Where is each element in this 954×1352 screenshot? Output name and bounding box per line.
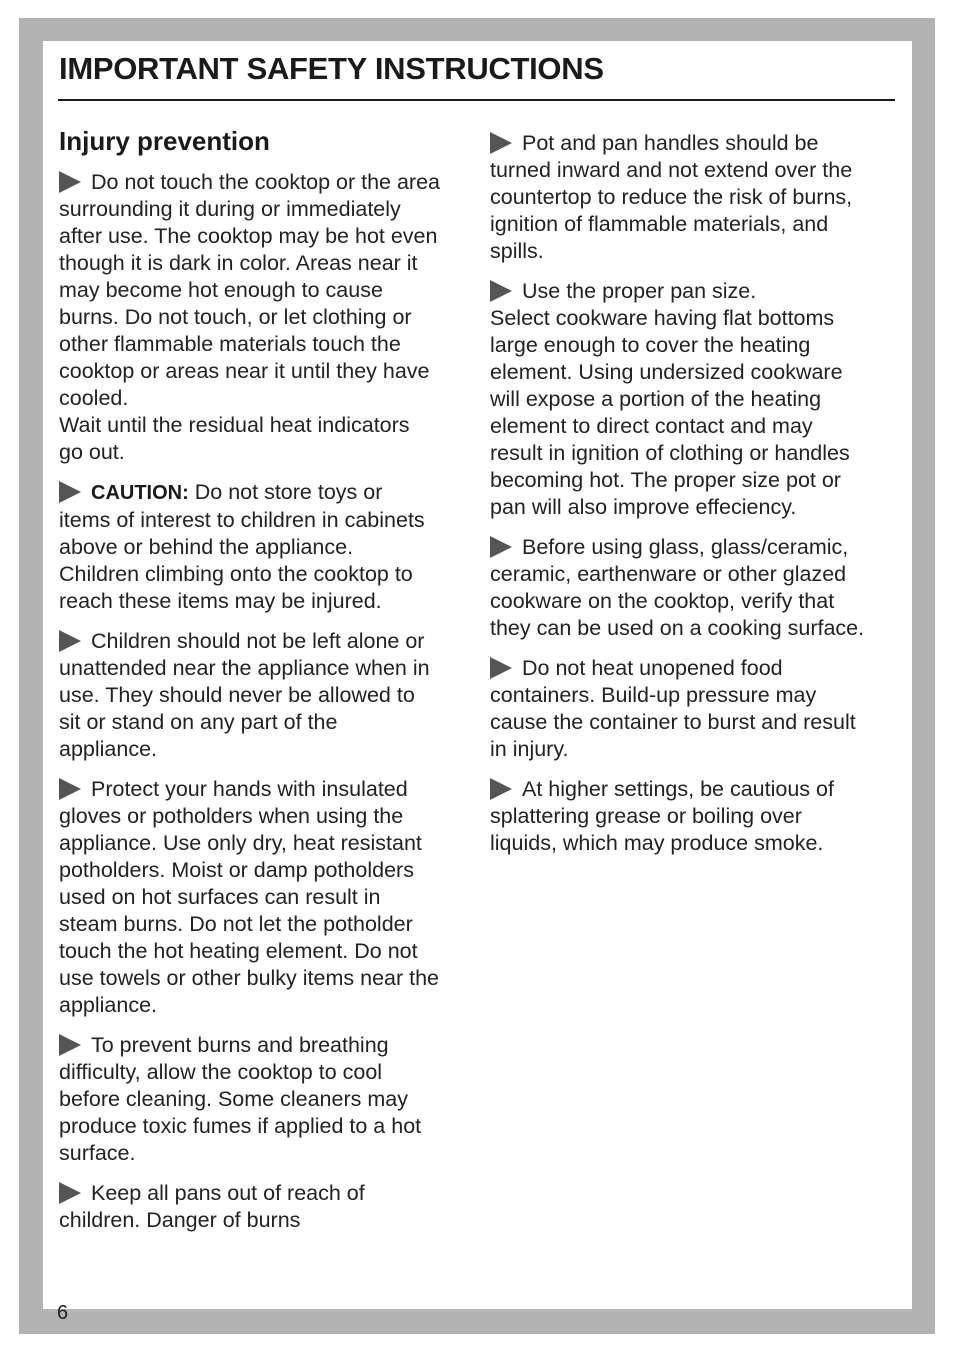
instruction-line: reach these items may be injured. (59, 589, 382, 613)
instruction-line: burns. Do not touch, or let clothing or (59, 305, 412, 329)
bullet-arrow-icon (59, 1034, 81, 1056)
instruction-item (59, 776, 469, 1019)
bullet-arrow-icon (490, 536, 512, 558)
instruction-line: appliance. Use only dry, heat resistant (59, 831, 422, 855)
instruction-line: will expose a portion of the heating (490, 387, 822, 411)
instruction-line: use towels or other bulky items near the (59, 966, 440, 990)
instruction-line: To prevent burns and breathing (59, 1032, 469, 1059)
instruction-line: At higher settings, be cautious of (490, 776, 900, 803)
instruction-line: Wait until the residual heat indicators (59, 413, 410, 437)
instruction-line: appliance. (59, 993, 158, 1017)
right-column (490, 130, 900, 870)
instruction-line: CAUTION: Do not store toys or (59, 479, 469, 507)
instruction-line: Do not heat unopened food (490, 655, 900, 682)
instruction-line: after use. The cooktop may be hot even (59, 224, 438, 248)
instruction-item (59, 1180, 469, 1234)
instruction-line: large enough to cover the heating (490, 333, 811, 357)
instruction-line: surrounding it during or immediately (59, 197, 401, 221)
instruction-line: potholders. Moist or damp potholders (59, 858, 414, 882)
instruction-line: pan will also improve effeciency. (490, 495, 797, 519)
instruction-line: element. Using undersized cookware (490, 360, 843, 384)
instruction-line: element to direct contact and may (490, 414, 813, 438)
instruction-line: cause the container to burst and result (490, 710, 856, 734)
instruction-item (490, 776, 900, 857)
section-heading: Injury prevention (59, 126, 270, 156)
instruction-line: splattering grease or boiling over (490, 804, 802, 828)
instruction-line: Children should not be left alone or (59, 628, 469, 655)
instruction-item (59, 169, 469, 466)
instruction-line: turned inward and not extend over the (490, 158, 853, 182)
instruction-line: containers. Build-up pressure may (490, 683, 817, 707)
instruction-line: Do not touch the cooktop or the area (59, 169, 469, 196)
instruction-line: they can be used on a cooking surface. (490, 616, 865, 640)
instruction-line: gloves or potholders when using the (59, 804, 404, 828)
instruction-line: cookware on the cooktop, verify that (490, 589, 835, 613)
instruction-line: Use the proper pan size. (490, 278, 900, 305)
bullet-arrow-icon (490, 280, 512, 302)
instruction-line: unattended near the appliance when in (59, 656, 430, 680)
instruction-item (59, 1032, 469, 1167)
bullet-arrow-icon (59, 778, 81, 800)
instruction-line: Select cookware having flat bottoms (490, 306, 835, 330)
instruction-line: steam burns. Do not let the potholder (59, 912, 413, 936)
instruction-line: countertop to reduce the risk of burns, (490, 185, 853, 209)
instruction-line: in injury. (490, 737, 569, 761)
instruction-item (490, 534, 900, 642)
instruction-line: though it is dark in color. Areas near it (59, 251, 418, 275)
instruction-line: Pot and pan handles should be (490, 130, 900, 157)
instruction-item (490, 655, 900, 763)
instruction-item-caution (59, 479, 469, 615)
instruction-line: ignition of flammable materials, and (490, 212, 829, 236)
bullet-arrow-icon (59, 1182, 81, 1204)
instruction-line: result in ignition of clothing or handles (490, 441, 850, 465)
instruction-line: above or behind the appliance. (59, 535, 354, 559)
instruction-line: sit or stand on any part of the (59, 710, 338, 734)
instruction-line: use. They should never be allowed to (59, 683, 415, 707)
instruction-line: Children climbing onto the cooktop to (59, 562, 413, 586)
left-column (59, 126, 469, 1247)
instruction-line: touch the hot heating element. Do not (59, 939, 418, 963)
page-number: 6 (57, 1302, 69, 1324)
instruction-line: Protect your hands with insulated (59, 776, 469, 803)
instruction-item (490, 278, 900, 521)
instruction-line: cooktop or areas near it until they have (59, 359, 430, 383)
bullet-arrow-icon (59, 171, 81, 193)
page-title: IMPORTANT SAFETY INSTRUCTIONS (59, 51, 604, 86)
bullet-arrow-icon (490, 778, 512, 800)
instruction-line: liquids, which may produce smoke. (490, 831, 824, 855)
bullet-arrow-icon (490, 657, 512, 679)
instruction-line: go out. (59, 440, 125, 464)
instruction-line: appliance. (59, 737, 158, 761)
bullet-arrow-icon (490, 132, 512, 154)
instruction-line: becoming hot. The proper size pot or (490, 468, 841, 492)
instruction-line: may become hot enough to cause (59, 278, 383, 302)
instruction-item (490, 130, 900, 265)
instruction-line: ceramic, earthenware or other glazed (490, 562, 847, 586)
instruction-line: spills. (490, 239, 544, 263)
instruction-line: items of interest to children in cabinets (59, 508, 425, 532)
instruction-line: cooled. (59, 386, 129, 410)
bullet-arrow-icon (59, 481, 81, 503)
instruction-line: children. Danger of burns (59, 1208, 301, 1232)
instruction-line: other flammable materials touch the (59, 332, 401, 356)
instruction-line: surface. (59, 1141, 136, 1165)
instruction-line: Before using glass, glass/ceramic, (490, 534, 900, 561)
instruction-line: difficulty, allow the cooktop to cool (59, 1060, 383, 1084)
bullet-arrow-icon (59, 630, 81, 652)
title-rule (58, 99, 895, 101)
instruction-line: Keep all pans out of reach of (59, 1180, 469, 1207)
instruction-item (59, 628, 469, 763)
instruction-line: produce toxic fumes if applied to a hot (59, 1114, 422, 1138)
caution-label: CAUTION: (91, 482, 189, 504)
instruction-line: used on hot surfaces can result in (59, 885, 381, 909)
instruction-line: before cleaning. Some cleaners may (59, 1087, 408, 1111)
